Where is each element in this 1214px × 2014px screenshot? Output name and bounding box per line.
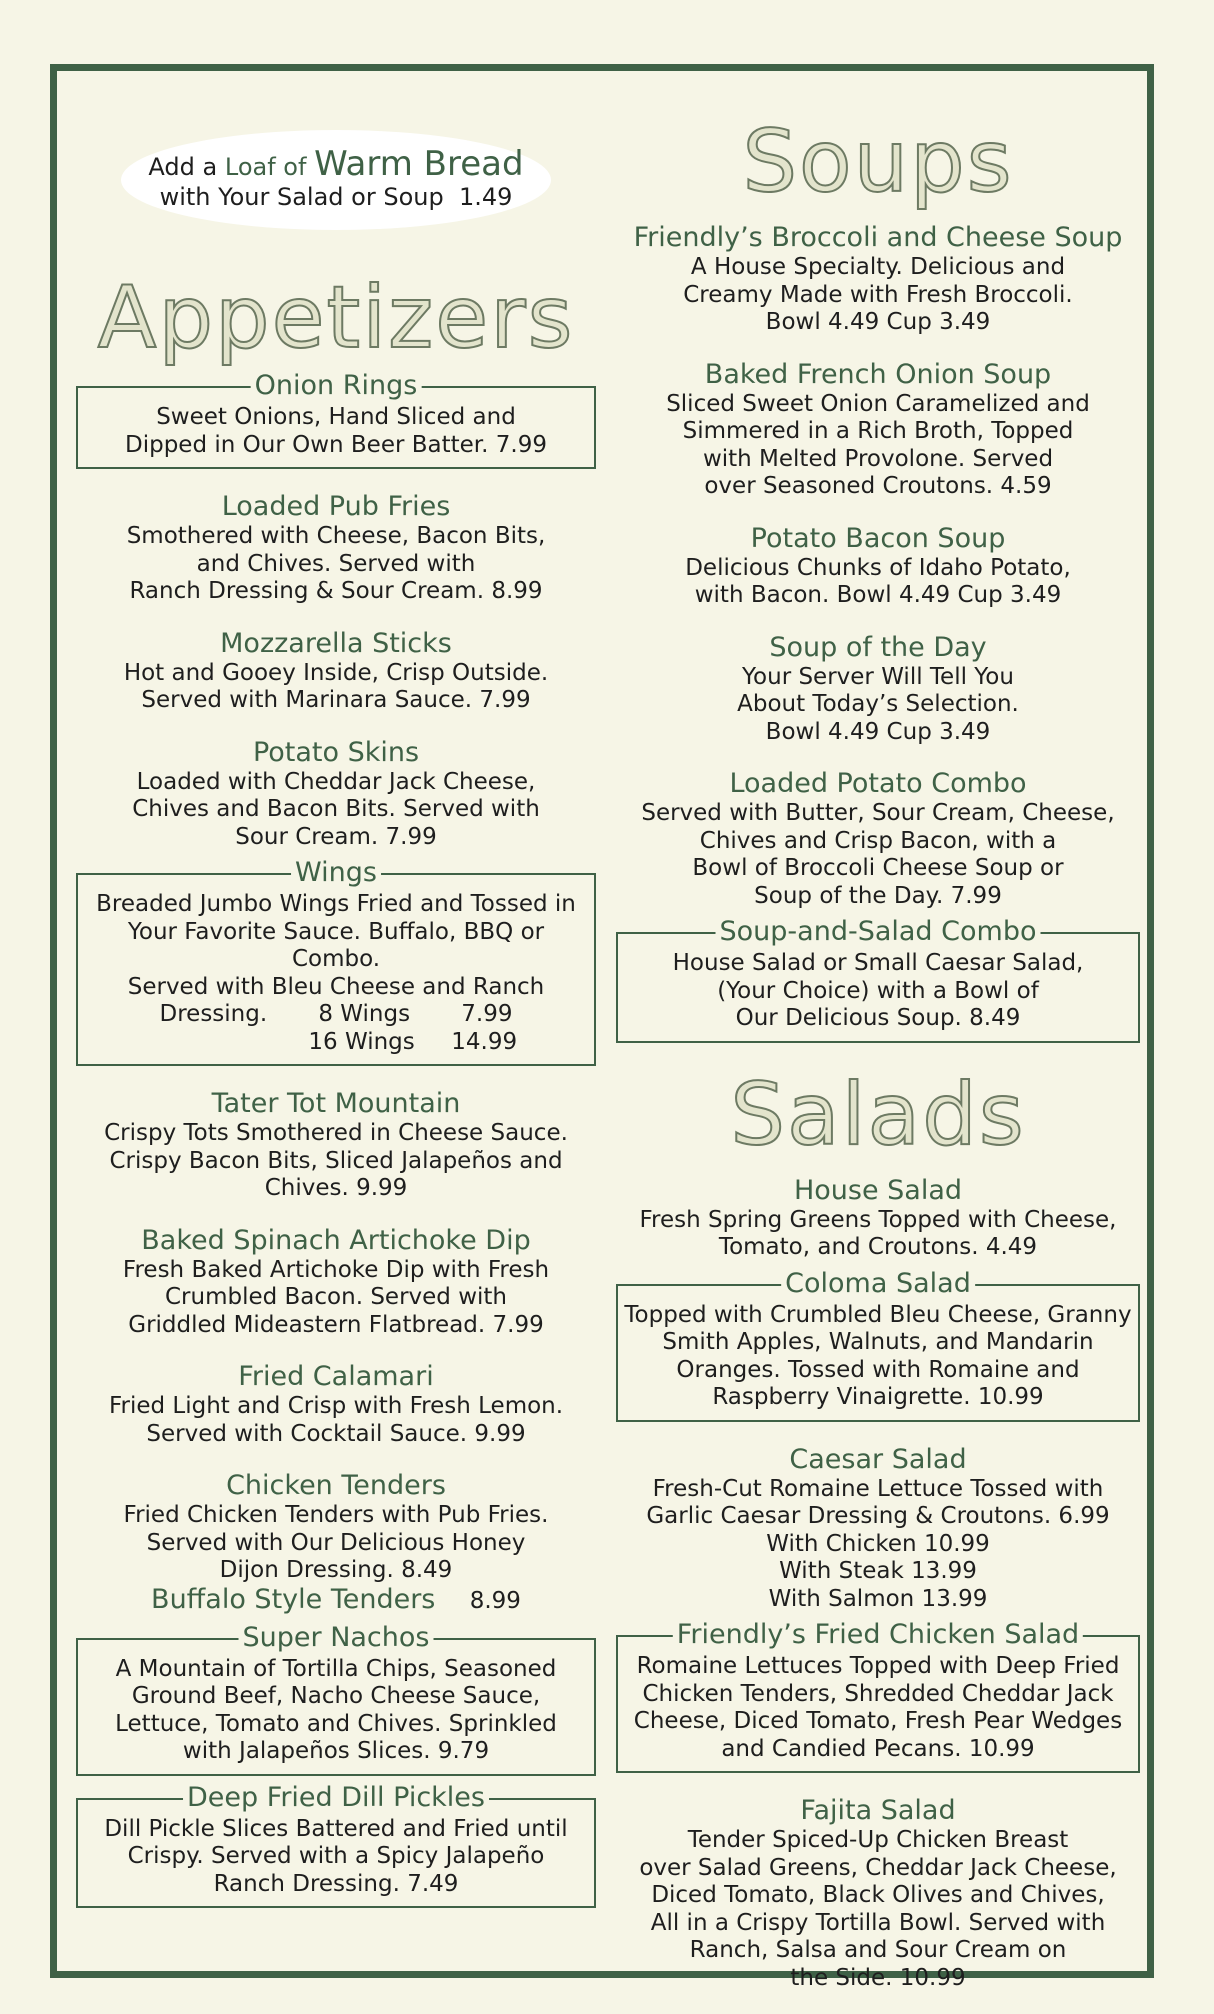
menu-item-fajita-salad [616,1795,1140,1992]
item-name: Potato Bacon Soup [750,522,1006,554]
salads-title: Salads [730,1064,1026,1165]
bread-loaf-of: Loaf of [224,152,307,181]
item-name: Onion Rings [251,369,422,403]
warm-bread-callout [121,130,551,230]
menu-item-spinach-artichoke-dip [76,1225,596,1340]
menu-item-dill-pickles [76,1781,596,1909]
menu-item-mozzarella-sticks [76,628,596,715]
menu-item-fried-chicken-salad [616,1619,1140,1773]
item-desc: Served with Butter, Sour Cream, Cheese, Chives and Crisp Bacon, with a Bowl of Broccoli Cheese Soup or Soup of the Day. 7.99 [641,800,1115,909]
menu-item-coloma-salad [616,1267,1140,1422]
item-name: Fajita Salad [800,1795,956,1826]
item-name: Friendly’s Broccoli and Cheese Soup [633,222,1123,253]
menu-item-loaded-potato-combo [616,768,1140,910]
menu-item-fried-calamari [76,1361,596,1448]
item-desc: Sliced Sweet Onion Caramelized and Simmered in a Rich Broth, Topped with Melted Provolone. Served over Seasoned Croutons. 4.59 [666,390,1090,499]
item-desc: Loaded with Cheddar Jack Cheese, Chives and Bacon Bits. Served with Sour Cream. 7.99 [132,768,540,850]
buffalo-tenders-price: 8.99 [469,1587,521,1614]
item-name: Super Nachos [239,1621,434,1655]
item-name: Chicken Tenders [226,1470,446,1501]
appetizers-title: Appetizers [97,268,575,368]
menu-item-potato-bacon-soup [616,523,1140,610]
menu-item-potato-skins [76,737,596,852]
item-desc: Fried Light and Crisp with Fresh Lemon. Served with Cocktail Sauce. 9.99 [108,1393,564,1447]
menu-item-caesar-salad [616,1444,1140,1614]
item-name: Baked French Onion Soup [704,358,1052,390]
menu-item-tater-tot-mountain [76,1088,596,1203]
item-desc: Sweet Onions, Hand Sliced and Dipped in Our Own Beer Batter. 7.99 [125,404,547,458]
wings-8-line: Dressing. 8 Wings 7.99 [159,1001,513,1027]
item-desc: A House Specialty. Delicious and Creamy Made with Fresh Broccoli. Bowl 4.49 Cup 3.49 [683,254,1073,335]
item-name: Loaded Potato Combo [729,768,1027,799]
item-desc: Delicious Chunks of Idaho Potato, with Bacon. Bowl 4.49 Cup 3.49 [685,554,1071,608]
item-desc: Tender Spiced-Up Chicken Breast over Salad Greens, Cheddar Jack Cheese, Diced Tomato, Black Olives and Chives, All in a Crispy Tortilla Bowl. Served with Ranch, Salsa and Sour Cream on the Side. 10.99 [639,1827,1117,1991]
item-desc: A Mountain of Tortilla Chips, Seasoned Ground Beef, Nacho Cheese Sauce, Lettuce, Tomato and Chives. Sprinkled with Jalapeños Slices. 9.79 [115,1655,557,1764]
menu-item-broccoli-cheese-soup [616,222,1140,337]
item-desc: Fresh-Cut Romaine Lettuce Tossed with Garlic Caesar Dressing & Croutons. 6.99 With Chicken 10.99 With Steak 13.99 With Salmon 13.99 [646,1475,1110,1612]
menu-item-loaded-pub-fries [76,491,596,606]
left-column [76,130,596,1930]
buffalo-tenders-line [76,1585,596,1616]
item-name: Fried Calamari [238,1361,434,1392]
wings-16-line: 16 Wings 14.99 [154,1028,518,1055]
item-name: Caesar Salad [789,1443,967,1475]
menu-item-super-nachos [76,1621,596,1776]
item-desc: Fresh Baked Artichoke Dip with Fresh Crumbled Bacon. Served with Griddled Mideastern Flatbread. 7.99 [122,1256,550,1338]
item-name: Soup of the Day [769,631,987,663]
item-name: Wings [291,856,381,890]
bread-warm-bread: Warm Bread [314,143,524,184]
soups-title: Soups [742,112,1014,212]
buffalo-tenders-name: Buffalo Style Tenders [151,1583,436,1615]
item-desc: Romaine Lettuces Topped with Deep Fried Chicken Tenders, Shredded Cheddar Jack Cheese, Diced Tomato, Fresh Pear Wedges and Candied Pecans. 10.99 [633,1653,1123,1762]
item-desc: Dill Pickle Slices Battered and Fried until Crispy. Served with a Spicy Jalapeño Ranch Dressing. 7.49 [104,1815,568,1897]
item-desc: Fresh Spring Greens Topped with Cheese, Tomato, and Croutons. 4.49 [639,1206,1117,1260]
menu-item-chicken-tenders [76,1470,596,1616]
item-desc: Topped with Crumbled Bleu Cheese, Granny Smith Apples, Walnuts, and Mandarin Oranges. Tossed with Romaine and Raspberry Vinaigrette. 10.99 [624,1301,1132,1410]
item-name: Deep Fried Dill Pickles [183,1781,489,1815]
bread-price: 1.49 [458,182,513,211]
item-desc: Crispy Tots Smothered in Cheese Sauce. Crispy Bacon Bits, Sliced Jalapeños and Chives. 9.99 [104,1120,568,1201]
item-name: House Salad [793,1174,963,1206]
menu-item-french-onion-soup [616,359,1140,501]
menu-item-soup-and-salad-combo [616,916,1140,1043]
menu-item-onion-rings [76,370,596,469]
item-desc: Your Server Will Tell You About Today’s Selection. Bowl 4.49 Cup 3.49 [737,663,1019,745]
menu-item-house-salad [616,1175,1140,1262]
bread-add: Add a [148,152,218,181]
bread-line2: with Your Salad or Soup [159,182,444,211]
right-column [616,112,1140,2014]
item-name: Mozzarella Sticks [220,627,452,659]
item-name: Potato Skins [252,736,420,768]
item-desc: Breaded Jumbo Wings Fried and Tossed in Your Favorite Sauce. Buffalo, BBQ or Combo. Served with Bleu Cheese and Ranch [96,891,576,1000]
item-name: Tater Tot Mountain [211,1088,461,1119]
item-name: Loaded Pub Fries [221,491,451,522]
item-desc: Hot and Gooey Inside, Crisp Outside. Served with Marinara Sauce. 7.99 [123,659,549,713]
item-name: Soup-and-Salad Combo [716,915,1041,949]
menu-item-wings [76,857,596,1066]
item-desc: House Salad or Small Caesar Salad, (Your Choice) with a Bowl of Our Delicious Soup. 8.49 [672,950,1084,1031]
item-desc: Fried Chicken Tenders with Pub Fries. Served with Our Delicious Honey Dijon Dressing. 8.49 [123,1502,549,1583]
item-name: Friendly’s Fried Chicken Salad [673,1618,1083,1652]
item-desc: Smothered with Cheese, Bacon Bits, and Chives. Served with Ranch Dressing & Sour Cream. 8.99 [126,523,546,604]
item-name: Baked Spinach Artichoke Dip [141,1224,531,1256]
item-name: Coloma Salad [781,1267,975,1301]
menu-item-soup-of-the-day [616,632,1140,747]
